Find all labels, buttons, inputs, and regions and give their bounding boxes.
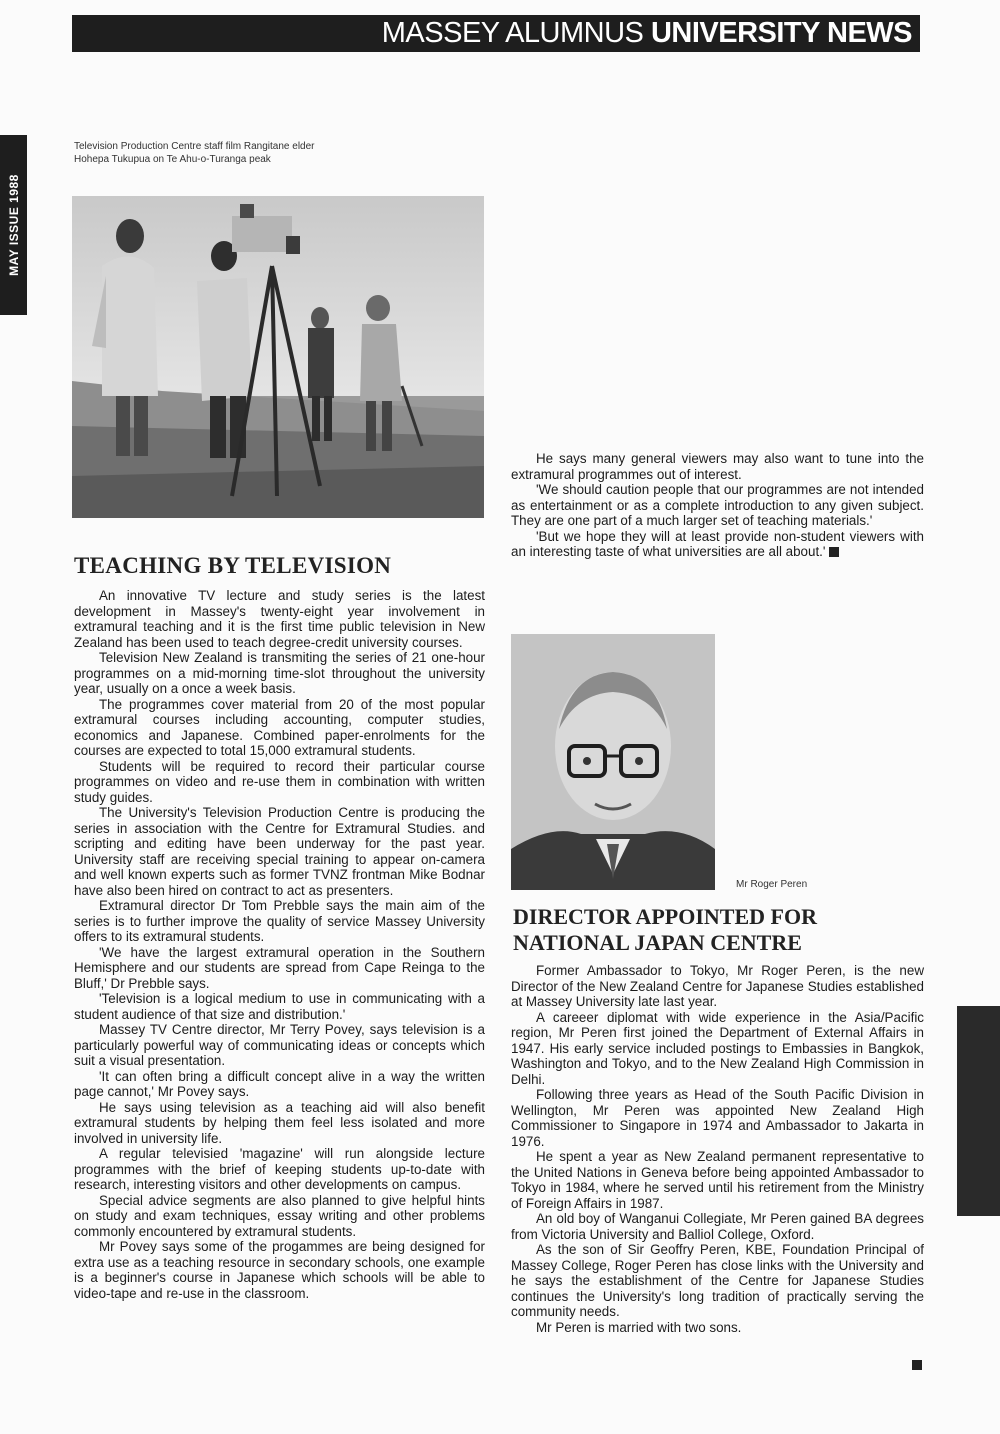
article1-headline: TEACHING BY TELEVISION [74, 553, 392, 578]
roger-peren-portrait [511, 634, 715, 890]
article1-paragraph: The programmes cover material from 20 of the most popular extramural courses including accounting, computer studies, economics and Japanese. Combined paper-enrolments for the courses are expected to total 15,000 extramural students. [74, 696, 485, 758]
article1-continued-paragraph [511, 529, 924, 560]
article1-last-line: 'But we hope they will at least provide non-student viewers with an interesting taste of what universities are all about.' [511, 528, 924, 559]
article2-paragraph: A careeer diplomat with wide experience in the Asia/Pacific region, Mr Peren first joined the Department of External Affairs in 1947. His early service included postings to Embassies in Bangkok, Washington and Tokyo, and to the New Zealand High Commission in Delhi. [511, 1009, 924, 1087]
end-of-article-mark [829, 547, 839, 557]
article1-paragraph: 'We have the largest extramural operation in the Southern Hemisphere and our students are spread from Cape Reinga to the Bluff,' Dr Prebble says. [74, 944, 485, 991]
end-of-article2-mark [912, 1360, 922, 1370]
article1-paragraph: 'Television is a logical medium to use in communicating with a student audience of that size and distribution.' [74, 991, 485, 1022]
photo1-caption-line1: Television Production Centre staff film Rangitane elder [74, 141, 315, 152]
article2-paragraph: As the son of Sir Geoffry Peren, KBE, Foundation Principal of Massey College, Roger Peren has close links with the University and he says the establishment of the Centre for Japanese Studies continues the University's long tradition of practically serving the community needs. [511, 1242, 924, 1319]
photo1-caption-line2: Hohepa Tukupua on Te Ahu-o-Turanga peak [74, 154, 271, 165]
issue-label: MAY ISSUE 1988 [6, 174, 21, 276]
film-crew-illustration [72, 196, 484, 518]
article1-paragraph: An innovative TV lecture and study series is the latest development in Massey's twenty-eight year involvement in extramural teaching and it is the first time public television in New Zealand has been used to teach degree-credit university courses. [74, 588, 485, 650]
article1-paragraph: A regular televisied 'magazine' will run alongside lecture programmes with the brief of keeping students up-to-date with research, interesting visitors and other developments on campus. [74, 1146, 485, 1192]
article2-paragraph: Former Ambassador to Tokyo, Mr Roger Peren, is the new Director of the New Zealand Centre for Japanese Studies established at Massey University late last year. [511, 963, 924, 1009]
article1-paragraph: Students will be required to record their particular course programmes on video and re-use them in combination with written study guides. [74, 758, 485, 805]
portrait-caption: Mr Roger Peren [736, 879, 808, 890]
article1-paragraph: Special advice segments are also planned to give helpful hints on study and exam techniques, essay writing and other problems commonly encountered by extramural students. [74, 1192, 485, 1239]
article2-paragraph: An old boy of Wanganui Collegiate, Mr Peren gained BA degrees from Victoria University and Balliol College, Oxford. [511, 1211, 924, 1242]
article1-paragraph: Television New Zealand is transmiting the series of 21 one-hour programmes on a mid-morning time-slot throughout the university year, usually on a once a week basis. [74, 650, 485, 696]
article1-continued [511, 451, 924, 560]
article1-paragraph: He says using television as a teaching aid will also benefit extramural students by helping them feel less isolated and more involved in university life. [74, 1099, 485, 1146]
masthead-bar [72, 15, 920, 52]
photo1-caption [74, 140, 315, 166]
article1-paragraph: The University's Television Production Centre is producing the series in association with the Centre for Extramural Studies. and scripting and editing have been underway for the past year. University staff are receiving special training to appear on-camera and well known experts such as former TVNZ frontman Mike Bodnar have also been hired on contract to act as presenters. [74, 805, 485, 898]
article2-headline [513, 904, 817, 956]
article1-paragraph: 'It can often bring a difficult concept alive in a way the written page cannot,' Mr Povey says. [74, 1068, 485, 1099]
article1-paragraph: Mr Povey says some of the progammes are being designed for extra use as a teaching resource in secondary schools, one example is a beginner's course in Japanese which schools will be able to video-tape and re-use in the classroom. [74, 1239, 485, 1301]
article2-paragraph: Mr Peren is married with two sons. [536, 1319, 742, 1335]
issue-side-tab [0, 135, 27, 315]
article2-body [511, 963, 924, 1335]
article2-headline-line1: DIRECTOR APPOINTED FOR [513, 904, 817, 929]
masthead-title-bold: UNIVERSITY NEWS [650, 17, 912, 49]
article2-headline-line2: NATIONAL JAPAN CENTRE [513, 930, 802, 955]
masthead-title-light: MASSEY ALUMNUS [381, 17, 644, 49]
portrait-illustration [511, 634, 715, 890]
article1-paragraph: Extramural director Dr Tom Prebble says the main aim of the series is to further improve the quality of service Massey University offers to its extramural students. [74, 898, 485, 944]
article1-body [74, 588, 485, 1301]
article1-continued-paragraph: 'We should caution people that our programmes are not intended as entertainment or as a complete introduction to any given subject. They are one part of a much larger set of teaching materials.' [511, 482, 924, 528]
masthead-title [382, 17, 912, 50]
article2-paragraph: He spent a year as New Zealand permanent representative to the United Nations in Geneva before being appointed Ambassador to Tokyo in 1984, where he served until his retirement from the Ministry of Foreign Affairs in 1987. [511, 1149, 924, 1211]
right-edge-tab [957, 1006, 1000, 1216]
film-crew-photo [72, 196, 484, 518]
article1-paragraph: Massey TV Centre director, Mr Terry Povey, says television is a particularly powerful way of communicating ideas or concepts which suit a visual presentation. [74, 1022, 485, 1068]
article1-continued-paragraph: He says many general viewers may also want to tune into the extramural programmes out of interest. [511, 451, 924, 482]
article2-paragraph: Following three years as Head of the South Pacific Division in Wellington, Mr Peren was appointed New Zealand High Commissioner to Singapore in 1974 and Ambassador to Jakarta in 1976. [511, 1087, 924, 1149]
